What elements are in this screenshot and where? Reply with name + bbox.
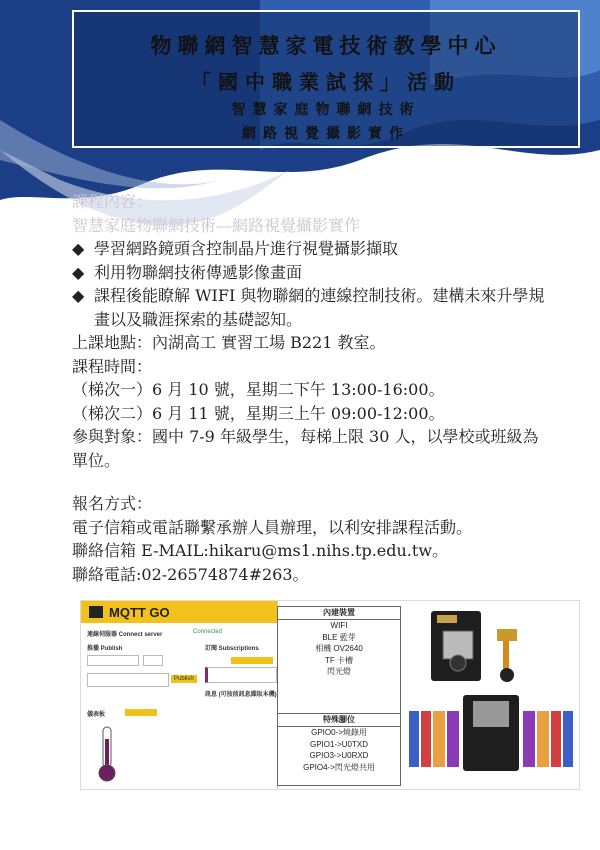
builtin-header: 內建裝置 bbox=[278, 607, 400, 620]
spec-table bbox=[277, 606, 401, 786]
session-2: （梯次二）6 月 11 號，星期三上午 09:00-12:00。 bbox=[72, 403, 445, 423]
bullet-text: 課程後能瞭解 WIFI 與物聯網的連線控制技術。建構未來升學規畫以及職涯探索的基礎認知。 bbox=[94, 286, 545, 329]
pin-item: GPIO0->燒錄用 bbox=[311, 728, 367, 737]
course-content bbox=[72, 190, 552, 586]
time-heading: 課程時間： bbox=[72, 356, 153, 376]
builtin-item: WIFI bbox=[330, 621, 348, 630]
bullet-item bbox=[72, 261, 552, 285]
builtin-item: BLE 藍芽 bbox=[322, 632, 356, 642]
mqtt-app-screenshot bbox=[81, 601, 278, 789]
course-heading: 課程內容： bbox=[72, 192, 153, 211]
mqtt-app-name: MQTT GO bbox=[109, 604, 170, 620]
subscription-item[interactable] bbox=[205, 667, 277, 683]
pin-item: GPIO4->閃光燈共用 bbox=[303, 762, 375, 772]
esp32-cam-board-images bbox=[403, 601, 579, 789]
bullet-text: 利用物聯網技術傳遞影像畫面 bbox=[94, 262, 303, 282]
session-1: （梯次一）6 月 10 號，星期二下午 13:00-16:00。 bbox=[72, 380, 445, 399]
registration-method: 電子信箱或電話聯繫承辦人員辦理，以利安排課程活動。 bbox=[72, 517, 473, 537]
dashboard-label: 儀表板 bbox=[87, 712, 106, 718]
qos-select[interactable] bbox=[143, 655, 163, 666]
title-box bbox=[72, 10, 580, 148]
messages-label: 訊息 (可按前訊息擷取本機) bbox=[205, 692, 277, 698]
subscribe-label: 訂閱 Subscriptions bbox=[205, 646, 259, 652]
builtin-item: 相機 OV2640 bbox=[315, 644, 363, 653]
thermometer-icon bbox=[95, 725, 119, 783]
contact-email: 聯絡信箱 E-MAIL:hikaru@ms1.nihs.tp.edu.tw。 bbox=[72, 541, 449, 560]
diamond-bullet-icon: ◆ bbox=[72, 262, 85, 282]
publish-button[interactable]: Publish bbox=[171, 675, 197, 683]
diamond-bullet-icon: ◆ bbox=[72, 286, 85, 305]
registration-heading: 報名方式： bbox=[72, 494, 153, 513]
bullet-text: 學習網路鏡頭含控制晶片進行視覺攝影擷取 bbox=[94, 239, 399, 258]
builtin-item: TF 卡槽 bbox=[325, 655, 353, 665]
payload-input[interactable] bbox=[87, 673, 169, 687]
pin-item: GPIO1->U0TXD bbox=[309, 739, 368, 749]
location: 上課地點：內湖高工 實習工場 B221 教室。 bbox=[72, 333, 386, 352]
diamond-bullet-icon: ◆ bbox=[72, 239, 85, 258]
publish-label: 推播 Publish bbox=[87, 646, 123, 652]
title-line-2: 「國中職業試探」活動 bbox=[191, 70, 461, 94]
status-badge: Connected bbox=[193, 629, 223, 635]
builtin-item: 閃光燈 bbox=[327, 667, 351, 676]
title-line-1: 物聯網智慧家電技術教學中心 bbox=[150, 33, 502, 58]
pins-header: 特殊腳位 bbox=[278, 714, 400, 727]
topic-input[interactable] bbox=[87, 655, 139, 666]
title-line-4: 網路視覺攝影實作 bbox=[242, 126, 410, 142]
add-widget-button[interactable] bbox=[125, 709, 157, 716]
course-subtitle: 智慧家庭物聯網技術—網路視覺攝影實作 bbox=[72, 215, 361, 235]
title-line-3: 智慧家庭物聯網技術 bbox=[231, 102, 421, 118]
pin-item: GPIO3->U0RXD bbox=[309, 751, 369, 760]
mqtt-logo-icon bbox=[89, 606, 103, 618]
bottom-figure bbox=[80, 600, 580, 790]
connect-label: 連線伺服器 Connect server bbox=[87, 632, 163, 638]
subscribe-button[interactable] bbox=[231, 657, 273, 664]
contact-phone: 聯絡電話:02-26574874#263。 bbox=[72, 564, 309, 584]
bullet-item bbox=[72, 284, 552, 331]
mqtt-header bbox=[81, 601, 277, 623]
bullet-item bbox=[72, 237, 552, 261]
audience: 參與對象：國中 7-9 年級學生，每梯上限 30 人，以學校或班級為單位。 bbox=[72, 427, 539, 470]
